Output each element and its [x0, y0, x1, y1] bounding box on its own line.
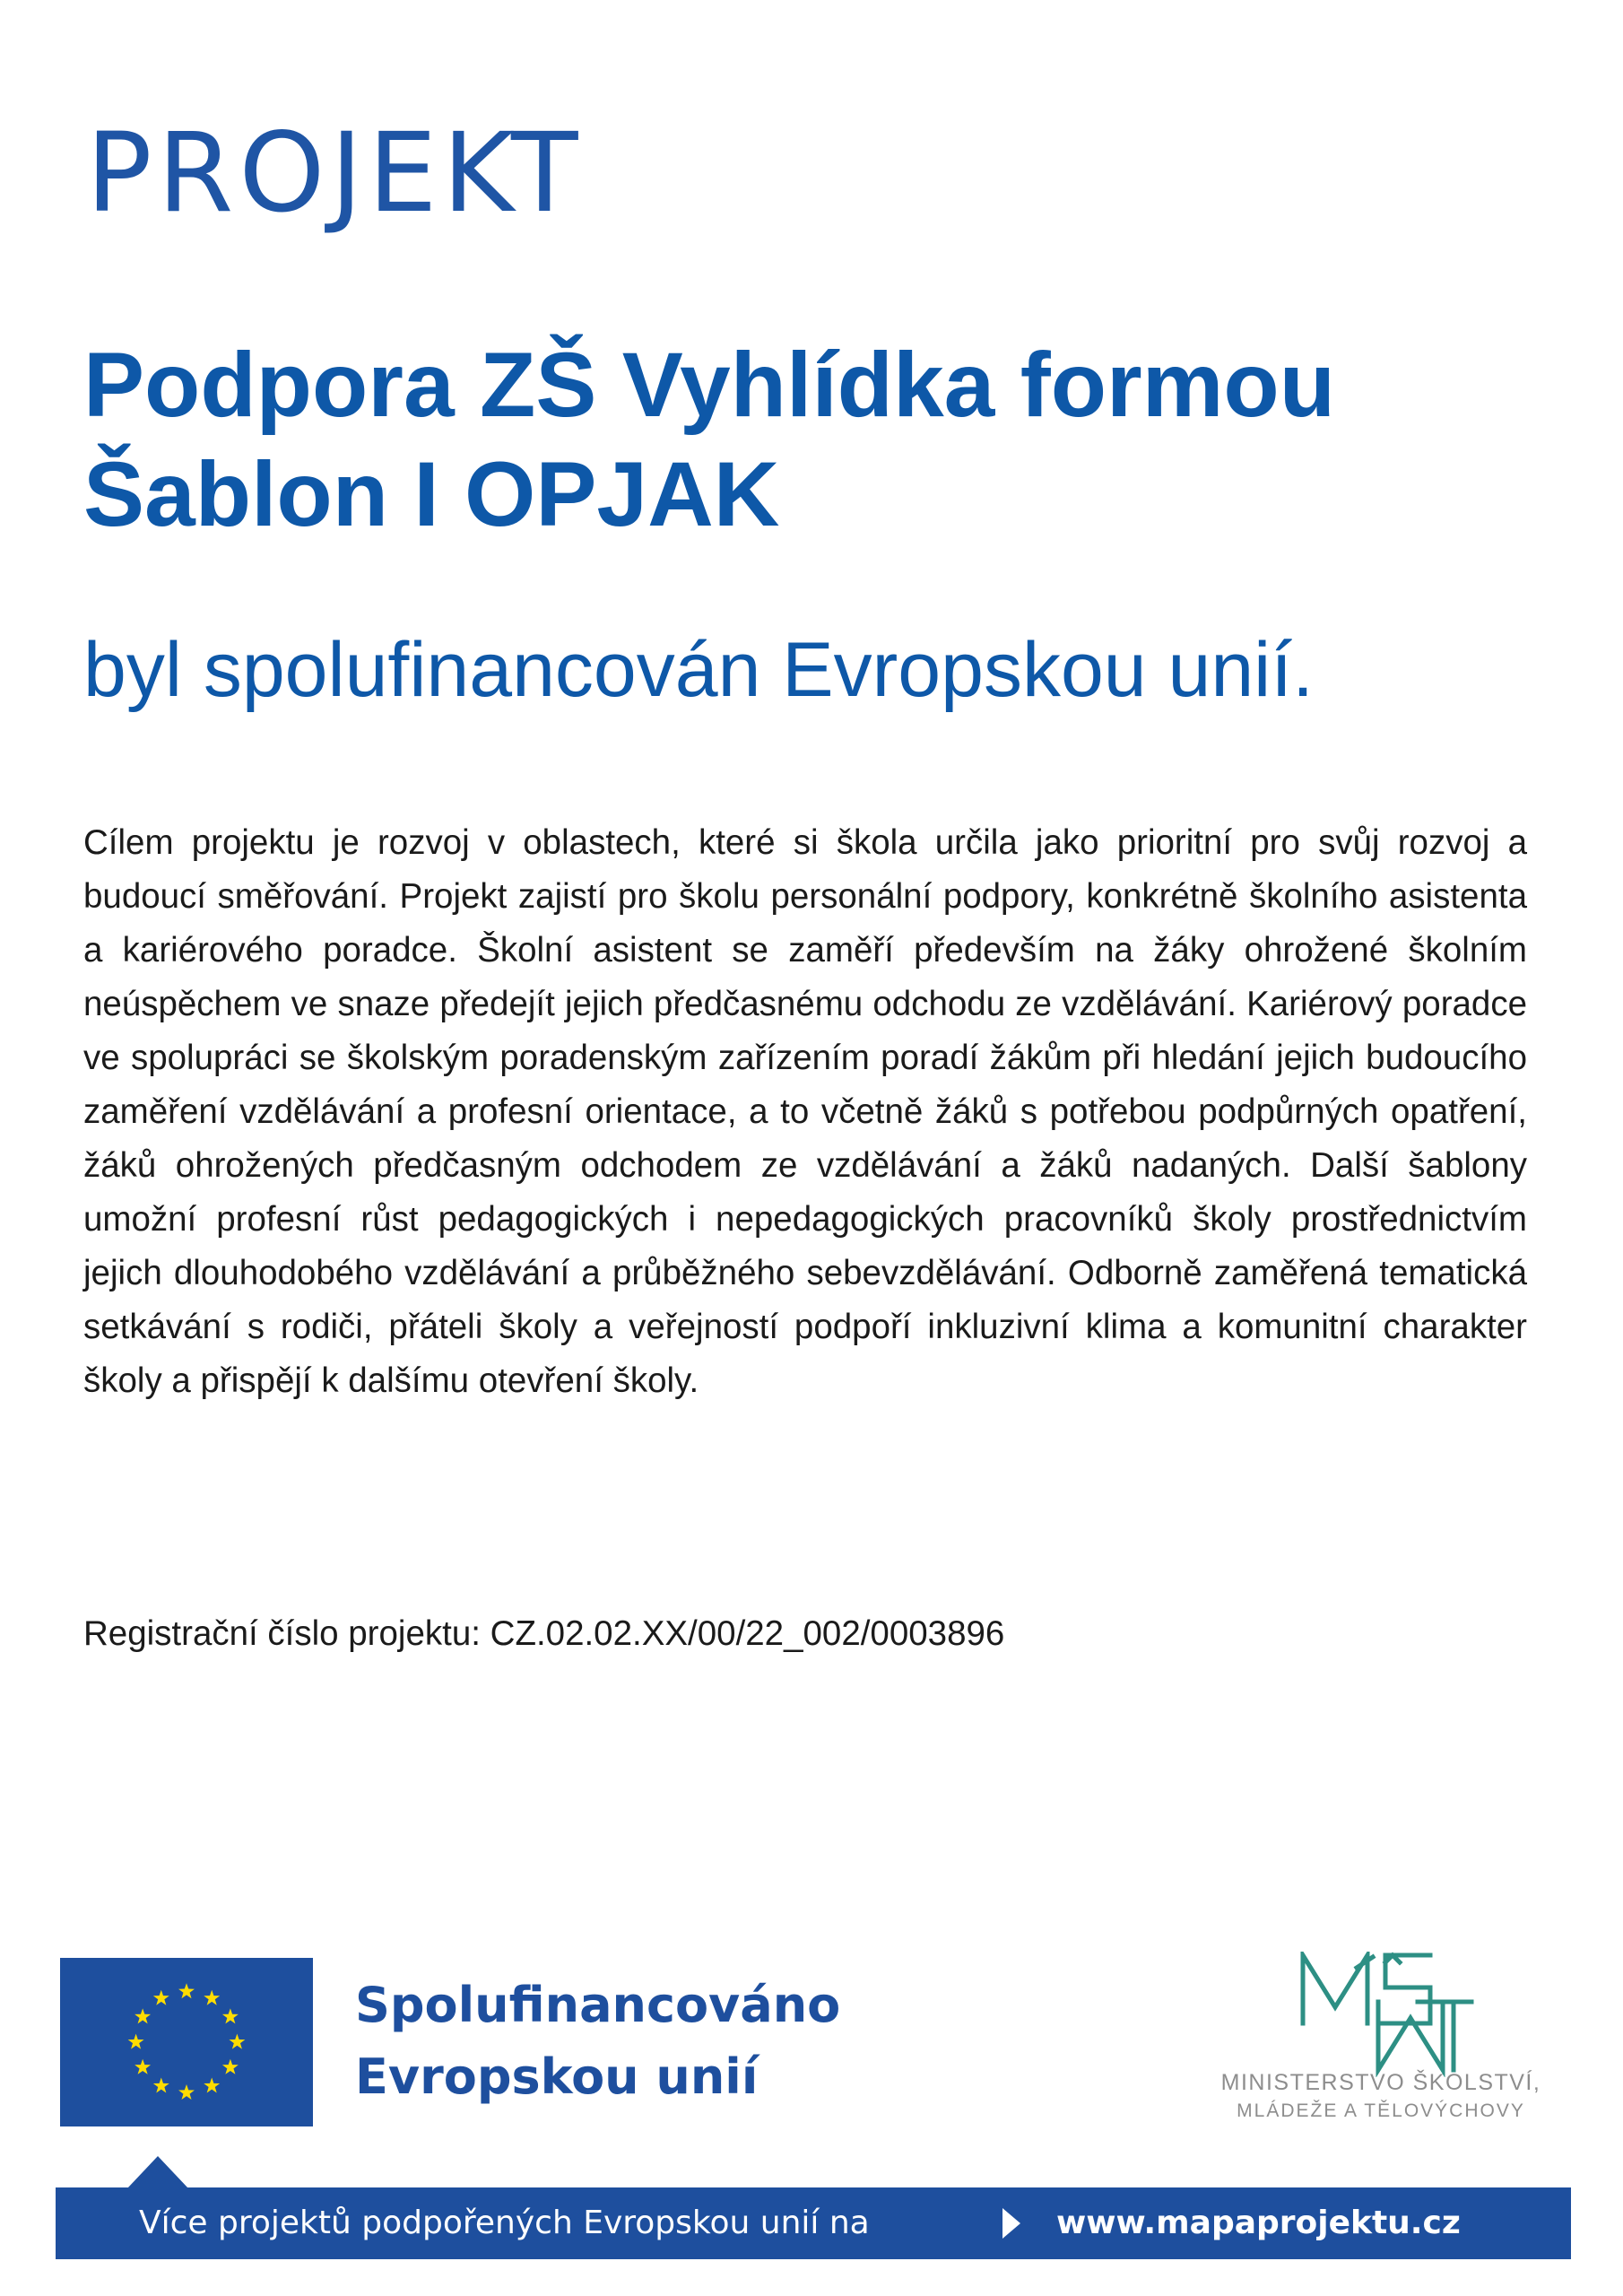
- bottom-banner: [56, 2187, 1571, 2259]
- eu-flag-icon: [60, 1958, 313, 2126]
- eu-cofinanced-logo-text: [355, 1970, 840, 2113]
- projekt-label: PROJEKT: [86, 109, 584, 237]
- banner-text: Více projektů podpořených Evropskou unií na: [139, 2205, 870, 2241]
- registration-number: Registrační číslo projektu: CZ.02.02.XX/00/22_002/0003896: [83, 1614, 1005, 1653]
- project-title: Podpora ZŠ Vyhlídka formou Šablon I OPJAK: [83, 334, 1336, 545]
- eu-logo-line1: Spolufinancováno: [355, 1977, 841, 2033]
- eu-logo-line2: Evropskou unií: [355, 2048, 759, 2105]
- msmt-name-line1: MINISTERSTVO ŠKOLSTVÍ,: [1220, 2070, 1541, 2095]
- project-description: Cílem projektu je rozvoj v oblastech, které si škola určila jako prioritní pro svůj rozvoj a budoucí směřování. Projekt zajistí pro školu personální podpory, konkrétně školního asistenta a kariérového poradce. Školní asistent se zaměří především na žáky ohrožené školním neúspěchem ve snaze předejít jejich předčasnému odchodu ze vzdělávání. Kariérový poradce ve spolupráci se školským poradenským zařízením poradí žákům při hledání jejich budoucího zaměření vzdělávání a profesní orientace, a to včetně žáků s potřebou podpůrných opatření, žáků ohrožených předčasným odchodem ze vzdělávání a žáků nadaných. Další šablony umožní profesní růst pedagogických i nepedagogických pracovníků školy prostřednictvím jejich dlouhodobého vzdělávání a průběžného sebevzdělávání. Odborně zaměřená tematická setkávání s rodiči, přáteli školy a veřejností podpoří inkluzivní klima a komunitní charakter školy a přispějí k dalšímu otevření školy.: [83, 823, 1527, 1400]
- msmt-name-line2: MLÁDEŽE A TĚLOVÝCHOVY: [1237, 2100, 1525, 2121]
- banner-url-link[interactable]: www.mapaprojektu.cz: [1056, 2205, 1461, 2241]
- cofinanced-statement: byl spolufinancován Evropskou unií.: [83, 627, 1315, 713]
- msmt-monogram-icon: [1296, 1952, 1475, 2077]
- msmt-logo: [1202, 1952, 1560, 2131]
- banner-notch: [127, 2156, 188, 2188]
- arrow-right-icon: [1002, 2208, 1020, 2239]
